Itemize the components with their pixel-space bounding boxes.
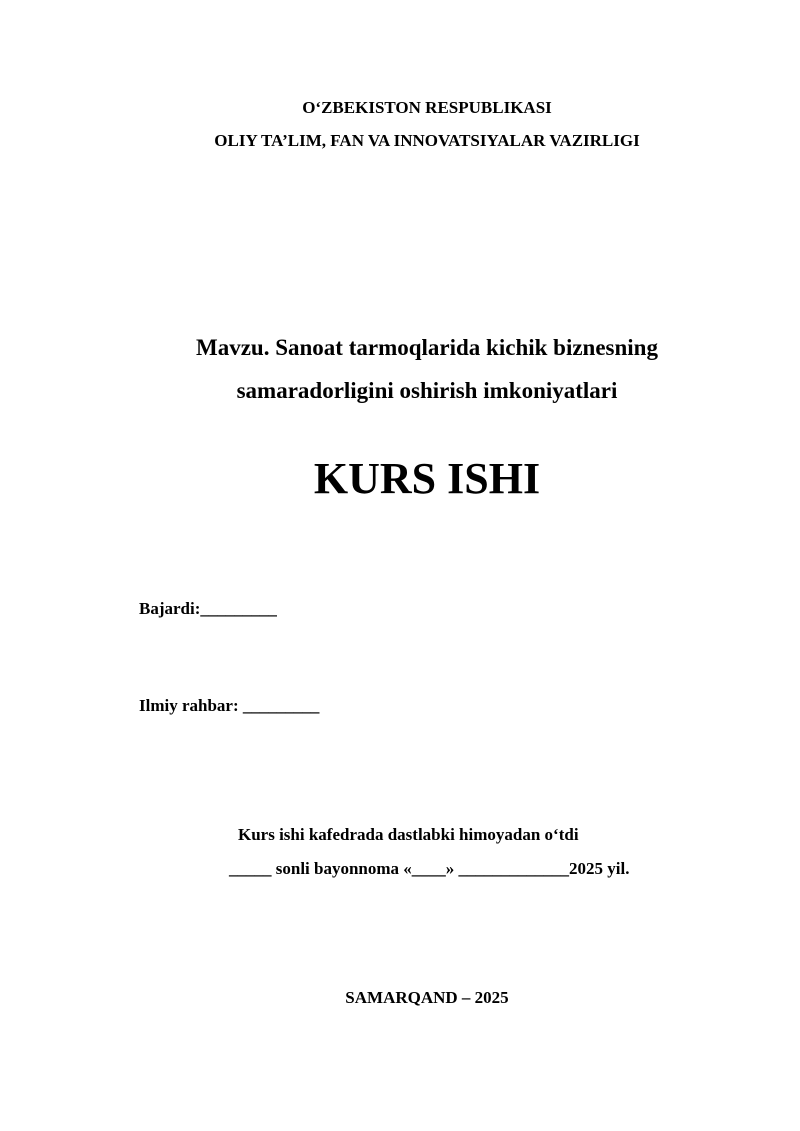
republic-title: O‘ZBEKISTON RESPUBLIKASI	[302, 98, 552, 117]
performer-field: Bajardi:_________	[139, 599, 277, 618]
ministry-title: OLIY TA’LIM, FAN VA INNOVATSIYALAR VAZIRLIGI	[214, 131, 640, 150]
defense-statement: Kurs ishi kafedrada dastlabki himoyadan o‘tdi	[238, 825, 579, 844]
supervisor-field: Ilmiy rahbar: _________	[139, 696, 320, 715]
document-type-title: KURS ISHI	[313, 454, 541, 503]
protocol-line: _____ sonli bayonnoma «____» _____________2025 yil.	[229, 859, 630, 878]
topic-line-1: Mavzu. Sanoat tarmoqlarida kichik biznesning	[196, 335, 658, 360]
topic-line-2: samaradorligini oshirish imkoniyatlari	[236, 378, 618, 403]
city-year: SAMARQAND – 2025	[345, 988, 509, 1007]
